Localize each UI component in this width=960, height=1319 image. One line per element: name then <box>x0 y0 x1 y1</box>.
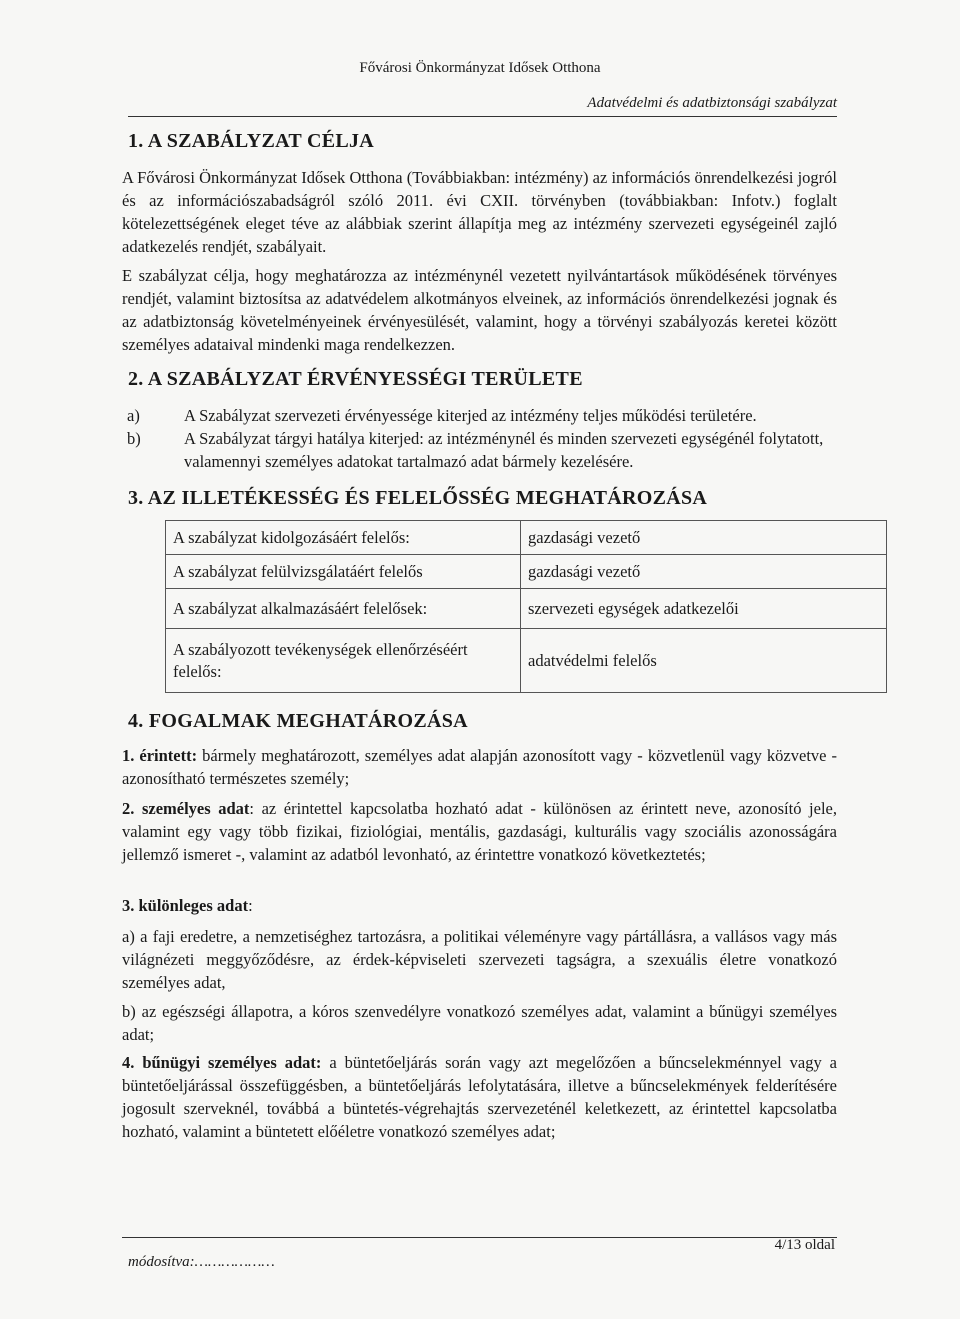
definition-4 <box>122 1051 837 1143</box>
table-cell-role: A szabályzat felülvizsgálatáért felelős <box>166 555 521 589</box>
table-cell-role: A szabályzat kidolgozásáért felelős: <box>166 521 521 555</box>
definition-text: a büntetőeljárás során vagy azt megelőzően a bűncselekménnyel vagy a büntetőeljárással összefüggésben, a büntetőeljárás lefolytatására, illetve a bűncselekmények felderítésére jogosult szerveknél, továbbá a büntetés-végrehajtás szervezeténél keletkezett, az érintettel kapcsolatba hozható, valamint a büntetett előéletre vonatkozó személyes adat; <box>122 1053 837 1141</box>
section3-heading: 3. AZ ILLETÉKESSÉG ÉS FELELŐSSÉG MEGHATÁROZÁSA <box>128 487 708 509</box>
table-cell-person: gazdasági vezető <box>521 555 887 589</box>
table-cell-role: A szabályzat alkalmazásáért felelősek: <box>166 589 521 629</box>
definition-text: : <box>248 896 253 915</box>
section4-heading: 4. FOGALMAK MEGHATÁROZÁSA <box>128 710 468 732</box>
table-cell-person: szervezeti egységek adatkezelői <box>521 589 887 629</box>
table-cell-role: A szabályozott tevékenységek ellenőrzéséért felelős: <box>166 629 521 693</box>
table-row <box>166 555 887 589</box>
table-row <box>166 521 887 555</box>
section1-paragraph2: E szabályzat célja, hogy meghatározza az intézménynél vezetett nyilvántartások működésének törvényes rendjét, valamint biztosítsa az adatvédelem alkotmányos elveinek, az információs önrendelkezési jognak és az adatbiztonság követelményeinek érvényesülését, valamint, hogy a törvényi szabályozás keretei között személyes adataival mindenki maga rendelkezzen. <box>122 266 837 354</box>
footer-divider <box>122 1237 837 1238</box>
responsibility-table <box>165 520 887 693</box>
list-item: A Szabályzat szervezeti érvényessége kiterjed az intézmény teljes működési területére. <box>184 406 757 425</box>
definition-2 <box>122 797 837 866</box>
page-number: 4/13 oldal <box>774 1237 835 1253</box>
section1-paragraph1: A Fővárosi Önkormányzat Idősek Otthona (Továbbiakban: intézmény) az információs önrendelkezési jogról és az információszabadságról szóló 2011. évi CXII. törvényben (továbbiakban: Infotv.) foglalt kötelezettségének eleget téve az alábbiak szerint állapítja meg az intézmény szervezeti egységeinél zajló adatkezelés rendjét, szabályait. <box>122 168 837 256</box>
list-item: A Szabályzat tárgyi hatálya kiterjed: az intézménynél és minden szervezeti egységénél folytatott, valamennyi személyes adatokat tartalmazó adat bármely kezelésére. <box>184 429 824 471</box>
header-institution: Fővárosi Önkormányzat Idősek Otthona <box>359 60 601 76</box>
header-divider <box>128 116 837 117</box>
definition-3 <box>122 894 837 917</box>
definition-term: 2. személyes adat <box>122 799 250 818</box>
table-cell-person: gazdasági vezető <box>521 521 887 555</box>
table-row <box>166 629 887 693</box>
header-doc-title: Adatvédelmi és adatbiztonsági szabályzat <box>587 95 837 111</box>
list-marker: a) <box>127 406 140 425</box>
definition-term: 4. bűnügyi személyes adat: <box>122 1053 322 1072</box>
table-cell-person: adatvédelmi felelős <box>521 629 887 693</box>
table-row <box>166 589 887 629</box>
definition-term: 3. különleges adat <box>122 896 249 915</box>
definition-3b: b) az egészségi állapotra, a kóros szenvedélyre vonatkozó személyes adat, valamint a bűnügyi személyes adat; <box>122 1002 837 1044</box>
definition-term: 1. érintett: <box>122 746 198 765</box>
section2-heading: 2. A SZABÁLYZAT ÉRVÉNYESSÉGI TERÜLETE <box>128 368 583 390</box>
definition-text: bármely meghatározott, személyes adat alapján azonosított vagy - közvetlenül vagy közvetve - azonosítható természetes személy; <box>122 746 837 788</box>
definition-1 <box>122 744 837 790</box>
section1-heading: 1. A SZABÁLYZAT CÉLJA <box>128 130 375 152</box>
modified-note: módosítva:……………… <box>128 1254 275 1270</box>
definition-text: : az érintettel kapcsolatba hozható adat - különösen az érintett neve, azonosító jele, valamint egy vagy több fizikai, fiziológiai, mentális, gazdasági, kulturális vagy szociális azonosságára jellemző ismeret -, valamint az adatból levonható, az érintettre vonatkozó következtetés; <box>122 799 837 864</box>
list-marker: b) <box>127 429 141 448</box>
definition-3a: a) a faji eredetre, a nemzetiséghez tartozásra, a politikai véleményre vagy pártállásra, a vallásos vagy más világnézeti meggyőződésre, az érdek-képviseleti szervezeti tagságra, a szexuális életre vonatkozó személyes adat, <box>122 927 837 992</box>
